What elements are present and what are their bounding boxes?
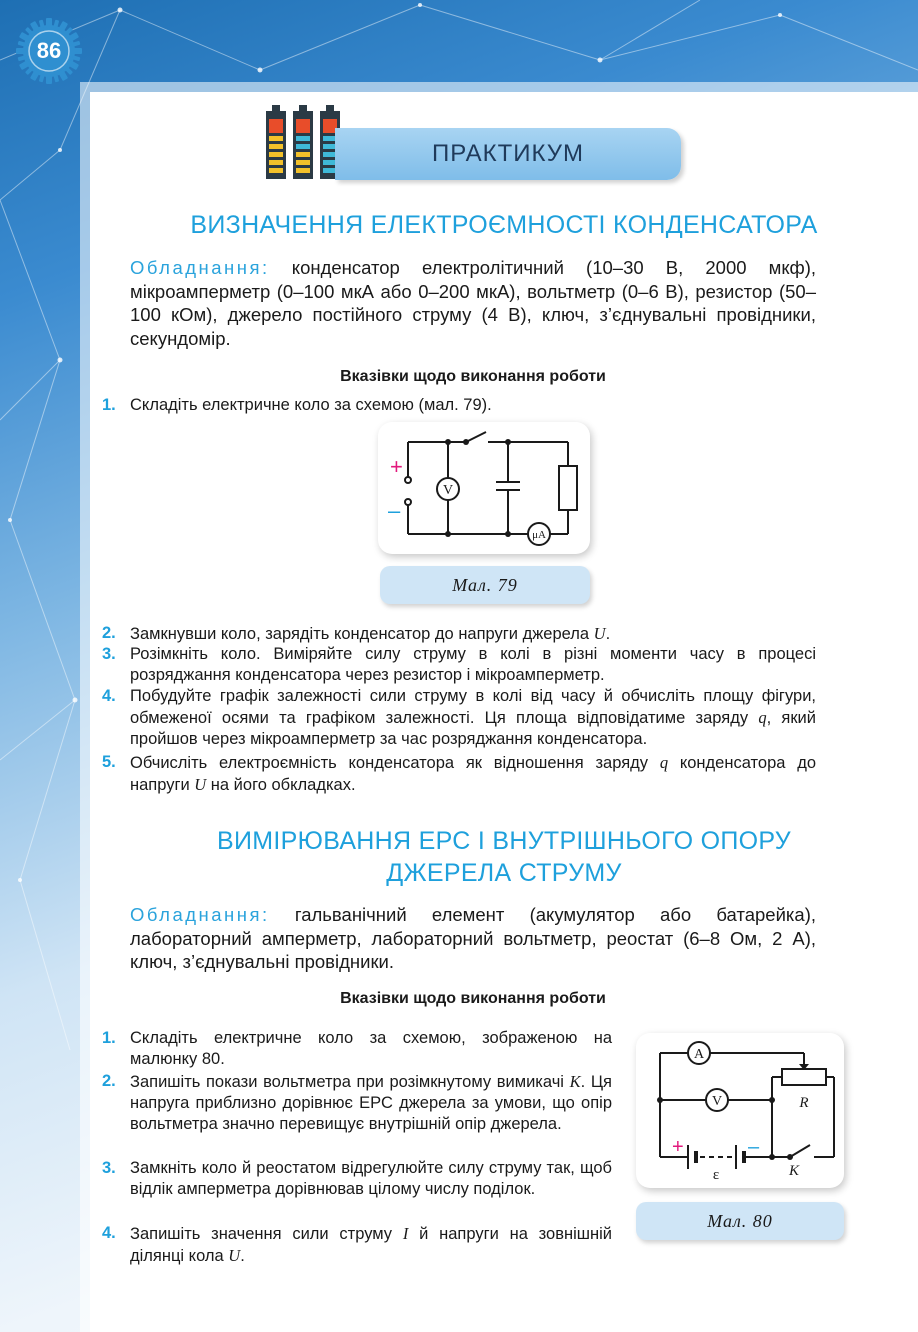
step-text-mid: й напруги на зовнішній ділянці кола — [130, 1225, 612, 1265]
step-number: 2. — [102, 1072, 116, 1090]
step-text-mid: конденсатора до напруги — [130, 754, 816, 794]
microammeter-label: μA — [532, 529, 546, 541]
step-text: Замкніть коло й реостатом відрегулюйте силу струму так, щоб відлік амперметра дорівнював цілому числу поділок. — [130, 1159, 612, 1198]
step-text-end: на його обкладках. — [206, 776, 356, 794]
variable-q: q — [659, 753, 669, 772]
step-text: Побудуйте графік залежності сили струму в колі від часу й обчисліть площу фігури, обмеженої осями та графіком залежності. Ця площа відповідатиме заряду — [130, 687, 816, 727]
voltmeter-label: V — [711, 1094, 723, 1109]
step-number: 3. — [102, 1159, 116, 1177]
lab1-instructions-heading: Вказівки щодо виконання роботи — [340, 368, 606, 385]
step-number: 1. — [102, 396, 116, 414]
batteries-icon — [263, 103, 343, 181]
lab1-step-1 — [102, 395, 816, 416]
section-banner-label: ПРАКТИКУМ — [431, 140, 585, 167]
section-banner — [335, 128, 681, 180]
step-number: 1. — [102, 1029, 116, 1047]
rheostat-label: R — [799, 1095, 809, 1111]
voltmeter-label: V — [442, 483, 454, 498]
lab1-equipment — [130, 256, 816, 350]
figure-79 — [378, 422, 590, 554]
step-text-end: . Ця напруга приблизно дорівнює ЕРС джерела за умови, що опір вольтметра значно перевищує внутрішній опір джерела. — [130, 1073, 612, 1133]
step-number: 4. — [102, 687, 116, 705]
lab1-step-5 — [102, 752, 816, 796]
figure-79-caption: Мал. 79 — [380, 566, 590, 604]
step-text: Запишіть покази вольтметра при розімкнутому вимикачі — [130, 1073, 570, 1091]
lab1-step-3 — [102, 644, 816, 686]
step-text: Розімкніть коло. Виміряйте силу струму в колі в різні моменти часу в процесі розряджання конденсатора через резистор і мікроамперметр. — [130, 645, 816, 684]
lab2-step-4 — [102, 1223, 612, 1267]
emf-label: ε — [712, 1167, 720, 1183]
plus-sign: + — [390, 454, 403, 479]
variable-K: K — [569, 1072, 581, 1091]
plus-sign: + — [672, 1136, 684, 1158]
lab2-title-line1: ВИМІРЮВАННЯ ЕРС І ВНУТРІШНЬОГО ОПОРУ — [217, 827, 791, 855]
step-text: Обчисліть електроємність конденсатора як відношення заряду — [130, 754, 660, 772]
variable-I: I — [402, 1224, 409, 1243]
lab1-equipment-text: конденсатор електролітичний (10–30 В, 2000 мкф), мікроамперметр (0–100 мкА або 0–200 мкА), вольтметр (0–6 В), резистор (50–100 кОм), джерело постійного струму (4 В), ключ, з’єднувальні провідники, секундомір. — [130, 257, 816, 349]
lab2-step-2 — [102, 1071, 612, 1135]
lab2-equipment-text: гальванічний елемент (акумулятор або батарейка), лабораторний амперметр, лабораторний вольтметр, реостат (6–8 Ом, 2 А), ключ, з’єднувальні провідники. — [130, 904, 816, 972]
lab1-step-4 — [102, 686, 816, 750]
page-number: 86 — [36, 38, 62, 63]
page-number-badge — [14, 16, 84, 86]
lab2-instructions-heading: Вказівки щодо виконання роботи — [340, 990, 606, 1007]
minus-sign: – — [748, 1136, 760, 1158]
figure-80 — [636, 1033, 844, 1188]
step-text: Складіть електричне коло за схемою (мал. 79). — [130, 396, 492, 414]
step-text-end: . — [240, 1247, 245, 1265]
lab2-step-3 — [102, 1158, 612, 1200]
lab2-step-1 — [102, 1028, 612, 1070]
key-label: K — [788, 1163, 800, 1179]
variable-U: U — [194, 775, 207, 794]
lab1-equipment-label: Обладнання: — [130, 257, 270, 278]
step-text: Складіть електричне коло за схемою, зображеною на малюнку 80. — [130, 1029, 612, 1068]
step-number: 5. — [102, 753, 116, 771]
circuit-diagram-80 — [636, 1033, 844, 1188]
ammeter-label: A — [693, 1047, 705, 1062]
lab2-equipment — [130, 903, 816, 974]
lab2-equipment-label: Обладнання: — [130, 904, 270, 925]
step-number: 3. — [102, 645, 116, 663]
lab2-title-line2: ДЖЕРЕЛА СТРУМУ — [386, 859, 622, 887]
step-number: 4. — [102, 1224, 116, 1242]
step-text: Запишіть значення сили струму — [130, 1225, 403, 1243]
figure-80-caption: Мал. 80 — [636, 1202, 844, 1240]
lab1-step-2 — [102, 623, 816, 645]
circuit-diagram-79 — [378, 422, 590, 554]
step-text: Замкнувши коло, зарядіть конденсатор до напруги джерела — [130, 625, 594, 643]
step-number: 2. — [102, 624, 116, 642]
lab1-title: ВИЗНАЧЕННЯ ЕЛЕКТРОЄМНОСТІ КОНДЕНСАТОРА — [190, 211, 818, 239]
step-text-end: . — [605, 625, 611, 643]
variable-q: q — [758, 708, 767, 727]
variable-U: U — [593, 624, 606, 643]
variable-U: U — [228, 1246, 241, 1265]
step-text-end: , який пройшов через мікроамперметр за час розряджання конденсатора. — [130, 709, 816, 748]
minus-sign: – — [388, 498, 401, 523]
